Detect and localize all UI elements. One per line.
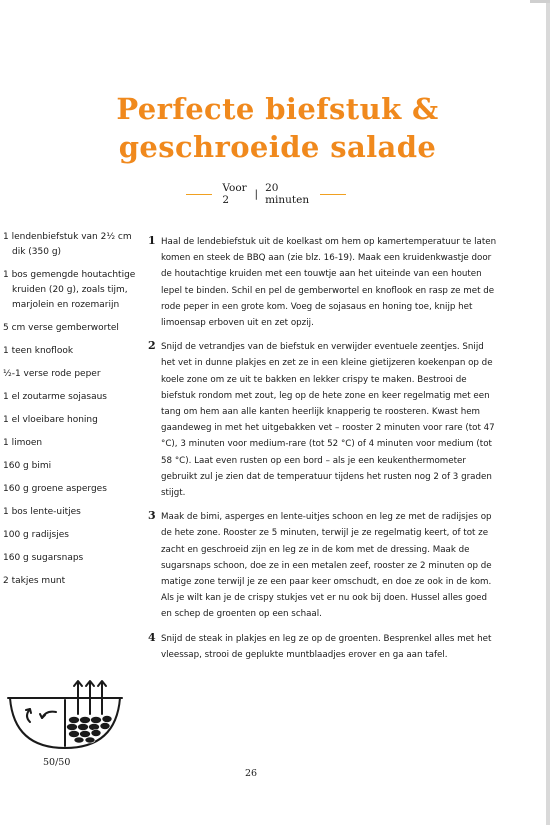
recipe-title-line-2: geschroeide salade [118, 130, 437, 164]
decorative-rule-left [186, 194, 212, 195]
method-step [148, 234, 500, 331]
recipe-title-line-1: Perfecte biefstuk & [116, 92, 439, 126]
step-number: 3 [148, 509, 156, 523]
servings: Voor 2 [222, 182, 247, 206]
ingredient: 5 cm verse gemberwortel [3, 323, 119, 333]
step-text: Snijd de vetrandjes van de biefstuk en verwijder eventuele zeentjes. Snijd het vet in dunne plakjes en zet ze in een kleine gietijzeren koekenpan op de koele zone om ze uit te bakken en lekker crispy te maken. Bestrooi de biefstuk rondom met zout, leg op de hete zone en keer regelmatig met een tang om hem aan alle kanten heerlijk knapperig te roosteren. Kwast hem gaandeweg in met het uitgebakken vet – rooster 2 minuten voor rare (tot 47 °C), 3 minuten voor medium-rare (tot 52 °C) of 4 minuten voor medium (tot 58 °C). Laat even rusten op een bord – als je een keukenthermometer gebruikt zul je zien dat de temperatuur tijdens het rusten nog 2 of 3 graden stijgt. [161, 342, 495, 499]
step-number: 2 [148, 339, 156, 353]
ingredient: 1 limoen [3, 438, 43, 448]
ingredient: 1 lendenbiefstuk van 2½ cm dik (350 g) [3, 232, 132, 257]
page-edge-top [530, 0, 550, 3]
step-number: 1 [148, 234, 156, 247]
decorative-rule-right [320, 194, 346, 195]
bbq-zones-icon [6, 676, 124, 750]
serving-info [176, 182, 356, 206]
ingredient: 160 g sugarsnaps [3, 553, 84, 563]
method-step [148, 339, 500, 501]
step-text: Maak de bimi, asperges en lente-uitjes schoon en leg ze met de radijsjes op de hete zone. Rooster ze 5 minuten, terwijl je ze regelmatig keert, of tot ze zacht en geschroeid zijn en leg ze in de kom met de dressing. Maak de sugarsnaps schoon, doe ze in een metalen zeef, rooster ze 2 minuten op de matige zone terwijl je ze een paar keer omschudt, en doe ze ook in de kom. Als je wilt kan je de crispy stukjes vet er nu ook bij doen. Hussel alles goed en schep de groenten op een schaal. [161, 512, 492, 620]
separator: | [254, 188, 259, 200]
ingredient: 1 teen knoflook [3, 346, 74, 356]
page-edge [546, 0, 550, 825]
ingredient: 1 bos gemengde houtachtige kruiden (20 g), zoals tijm, marjolein en rozemarijn [3, 270, 136, 310]
ingredient: 1 el zoutarme sojasaus [3, 392, 107, 402]
ingredient: 1 bos lente-uitjes [3, 507, 81, 517]
step-text: Haal de lendebiefstuk uit de koelkast om hem op kamertemperatuur te laten komen en steek de BBQ aan (zie blz. 16-19). Maak een kruidenkwastje door de houtachtige kruiden met een touwtje aan het uiteinde van een houten lepel te binden. Schil en pel de gemberwortel en knoflook en rasp ze met de rode peper in een grote kom. Voeg de sojasaus en honing toe, knijp het limoensap erboven uit en zet opzij. [161, 237, 497, 329]
page-number: 26 [245, 768, 258, 779]
bbq-zone-label: 50/50 [43, 757, 71, 768]
prep-time: 20 minuten [265, 182, 310, 206]
ingredient-list [3, 230, 136, 597]
method-step [148, 509, 500, 622]
ingredient: 160 g bimi [3, 461, 52, 471]
ingredient: 2 takjes munt [3, 576, 66, 586]
step-text: Snijd de steak in plakjes en leg ze op de groenten. Besprenkel alles met het vleessap, strooi de geplukte muntblaadjes erover en ga aan tafel. [161, 633, 492, 660]
ingredient: 160 g groene asperges [3, 484, 107, 494]
ingredient: ½-1 verse rode peper [3, 369, 101, 379]
step-number: 4 [148, 630, 156, 644]
ingredient: 1 el vloeibare honing [3, 415, 98, 425]
recipe-title [80, 90, 475, 166]
ingredient: 100 g radijsjes [3, 530, 69, 540]
method-step [148, 631, 500, 663]
method-steps [148, 234, 500, 671]
